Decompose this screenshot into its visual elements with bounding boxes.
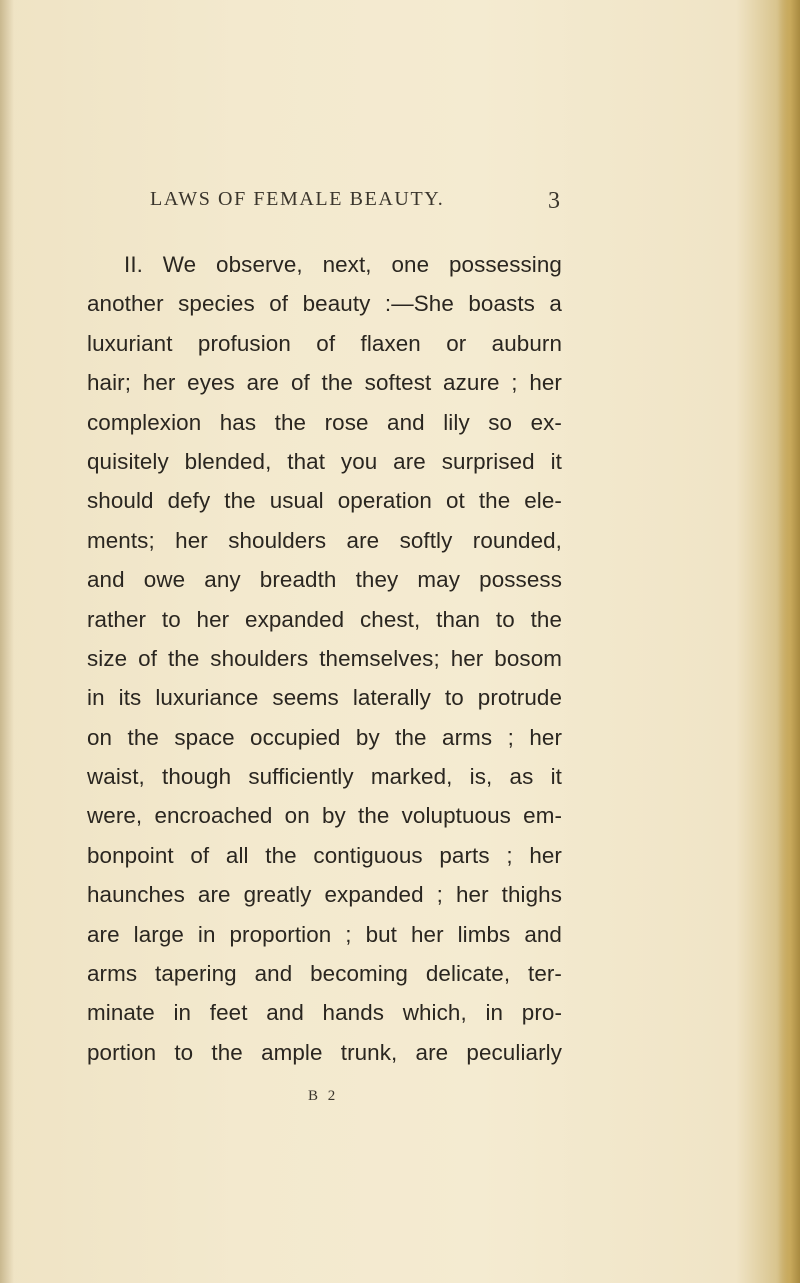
page-number: 3: [548, 188, 560, 214]
signature-mark: B 2: [308, 1088, 339, 1104]
text-line: haunches are greatly expanded ; her thighs: [87, 882, 562, 908]
text-line: arms tapering and becoming delicate, ter-: [87, 961, 562, 987]
text-line: bonpoint of all the contiguous parts ; her: [87, 842, 562, 868]
text-line: another species of beauty :—She boasts a: [87, 291, 562, 317]
page-gutter-shadow: [0, 0, 14, 1283]
text-line: II. We observe, next, one possessing: [124, 252, 562, 277]
text-line: size of the shoulders themselves; her bosom: [87, 645, 562, 671]
text-line: complexion has the rose and lily so ex-: [87, 409, 562, 435]
text-line: ments; her shoulders are softly rounded,: [87, 527, 562, 553]
text-line: portion to the ample trunk, are peculiarly: [87, 1039, 562, 1065]
text-line: were, encroached on by the voluptuous em-: [87, 803, 562, 829]
text-line: should defy the usual operation ot the ele-: [87, 488, 562, 514]
text-line: and owe any breadth they may possess: [87, 567, 562, 593]
text-line: rather to her expanded chest, than to the: [87, 606, 562, 632]
text-line: in its luxuriance seems laterally to protrude: [87, 685, 562, 711]
body-text: [87, 245, 562, 1072]
running-title: LAWS OF FEMALE BEAUTY.: [150, 188, 445, 210]
text-line: luxuriant profusion of flaxen or auburn: [87, 330, 562, 356]
text-line: are large in proportion ; but her limbs and: [87, 921, 562, 947]
text-line: quisitely blended, that you are surprised it: [87, 448, 562, 474]
text-line: minate in feet and hands which, in pro-: [87, 1000, 562, 1026]
page-header: [150, 188, 570, 218]
page-edge-discoloration: [778, 0, 800, 1283]
text-line: hair; her eyes are of the softest azure ; her: [87, 370, 562, 396]
text-line: waist, though sufficiently marked, is, as it: [87, 764, 562, 790]
text-line: on the space occupied by the arms ; her: [87, 724, 562, 750]
